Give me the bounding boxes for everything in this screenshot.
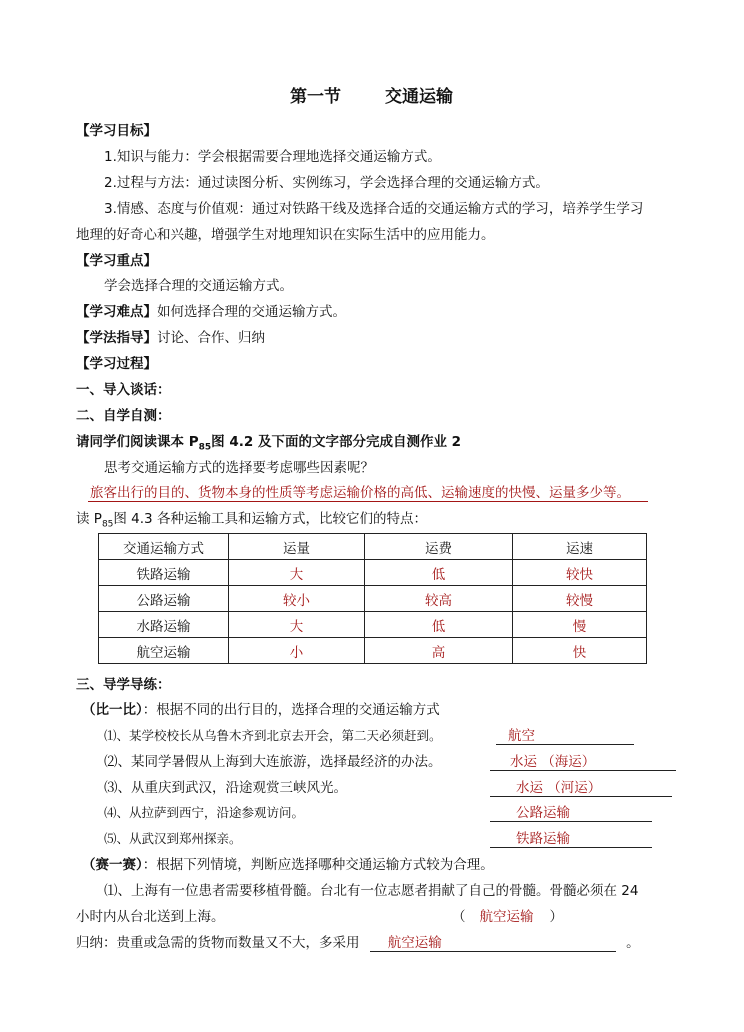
think-answer: 旅客出行的目的、货物本身的性质等考虑运输价格的高低、运输速度的快慢、运量多少等。 — [90, 485, 630, 501]
goal-item-1: 1.知识与能力：学会根据需要合理地选择交通运输方式。 — [104, 149, 441, 165]
method-text: 讨论、合作、归纳 — [157, 330, 265, 346]
table-cell-volume: 较小 — [229, 586, 365, 612]
difficulty-text: 如何选择合理的交通运输方式。 — [157, 304, 346, 320]
method-line — [76, 329, 265, 347]
goal-item-3: 3.情感、态度与价值观：通过对铁路干线及选择合适的交通运输方式的学习，培养学生学习 — [104, 201, 644, 217]
compare-text: ：根据不同的出行目的，选择合理的交通运输方式 — [142, 702, 440, 718]
table-cell-volume: 大 — [229, 612, 365, 638]
compare-answer-4: 公路运输 — [490, 804, 652, 822]
key-point-text: 学会选择合理的交通运输方式。 — [104, 278, 293, 294]
table-row — [99, 638, 647, 664]
case-1-line-1: ⑴、上海有一位患者需要移植骨髓。台北有一位志愿者捐献了自己的骨髓。骨髓必须在 24 — [104, 883, 639, 899]
compare-label: （比一比） — [82, 702, 143, 718]
case-1-answer: （ 航空运输 ） — [452, 909, 563, 925]
table-header-cell: 运费 — [365, 534, 513, 560]
summary-text: 归纳：贵重或急需的货物而数量又不大，多采用 — [76, 935, 360, 951]
table-row — [99, 560, 647, 586]
page-title: 第一节 交通运输 — [290, 87, 453, 107]
table-cell-volume: 大 — [229, 560, 365, 586]
compare-question-3: ⑶、从重庆到武汉，沿途观赏三峡风光。 — [104, 780, 347, 796]
table-cell-cost: 较高 — [365, 586, 513, 612]
compare-line — [82, 701, 440, 719]
case-1-line-2: 小时内从台北送到上海。 — [76, 909, 225, 925]
compare-answer-5: 铁路运输 — [490, 830, 652, 848]
section-1-heading: 一、导入谈话： — [76, 382, 171, 398]
contest-line — [82, 856, 494, 874]
contest-text: ：根据下列情境，判断应选择哪种交通运输方式较为合理。 — [142, 857, 494, 873]
table-cell-mode: 航空运输 — [99, 638, 229, 664]
compare-answer-3: 水运 （河运） — [490, 779, 672, 797]
table-cell-volume: 小 — [229, 638, 365, 664]
process-heading: 【学习过程】 — [76, 356, 157, 372]
compare-answer-2: 水运 （海运） — [490, 753, 676, 771]
goal-item-3-cont: 地理的好奇心和兴趣，增强学生对地理知识在实际生活中的应用能力。 — [76, 227, 495, 243]
key-point-heading: 【学习重点】 — [76, 253, 157, 269]
summary-line: 归纳：贵重或急需的货物而数量又不大，多采用 航空运输 。 — [76, 935, 640, 951]
table-cell-speed: 较快 — [513, 560, 647, 586]
difficulty-heading: 【学习难点】 — [76, 304, 157, 320]
table-header-cell: 运速 — [513, 534, 647, 560]
method-heading: 【学法指导】 — [76, 330, 157, 346]
compare-instruction: 读 $P_{85}$图 4.3 各种运输工具和运输方式，比较它们的特点： — [76, 511, 427, 530]
transport-comparison-table — [98, 533, 647, 664]
table-cell-speed: 较慢 — [513, 586, 647, 612]
table-cell-mode: 水路运输 — [99, 612, 229, 638]
table-row — [99, 612, 647, 638]
table-cell-cost: 高 — [365, 638, 513, 664]
summary-answer: 航空运输 — [370, 934, 616, 952]
reading-instruction: 请同学们阅读课本 $P_{85}$图 4.2 及下面的文字部分完成自测作业 2 — [76, 434, 462, 453]
section-3-heading: 三、导学导练： — [76, 677, 171, 693]
goal-item-2: 2.过程与方法：通过读图分析、实例练习，学会选择合理的交通运输方式。 — [104, 175, 549, 191]
contest-label: （赛一赛） — [82, 857, 143, 873]
difficulty-line — [76, 303, 346, 321]
compare-answer-1: 航空 — [496, 727, 634, 745]
table-cell-mode: 公路运输 — [99, 586, 229, 612]
table-cell-speed: 慢 — [513, 612, 647, 638]
compare-question-2: ⑵、某同学暑假从上海到大连旅游，选择最经济的办法。 — [104, 754, 442, 770]
table-header-row — [99, 534, 647, 560]
answer-underline — [88, 501, 648, 502]
table-row — [99, 586, 647, 612]
table-cell-cost: 低 — [365, 612, 513, 638]
table-cell-mode: 铁路运输 — [99, 560, 229, 586]
goals-heading: 【学习目标】 — [76, 123, 157, 139]
compare-question-5: ⑸、从武汉到郑州探亲。 — [104, 831, 242, 846]
table-cell-speed: 快 — [513, 638, 647, 664]
section-2-heading: 二、自学自测： — [76, 408, 171, 424]
table-header-cell: 运量 — [229, 534, 365, 560]
compare-question-4: ⑷、从拉萨到西宁，沿途参观访问。 — [104, 805, 305, 820]
think-question: 思考交通运输方式的选择要考虑哪些因素呢？ — [104, 460, 374, 476]
table-cell-cost: 低 — [365, 560, 513, 586]
compare-question-1: ⑴、某学校校长从乌鲁木齐到北京去开会，第二天必须赶到。 — [104, 728, 442, 743]
table-header-cell: 交通运输方式 — [99, 534, 229, 560]
